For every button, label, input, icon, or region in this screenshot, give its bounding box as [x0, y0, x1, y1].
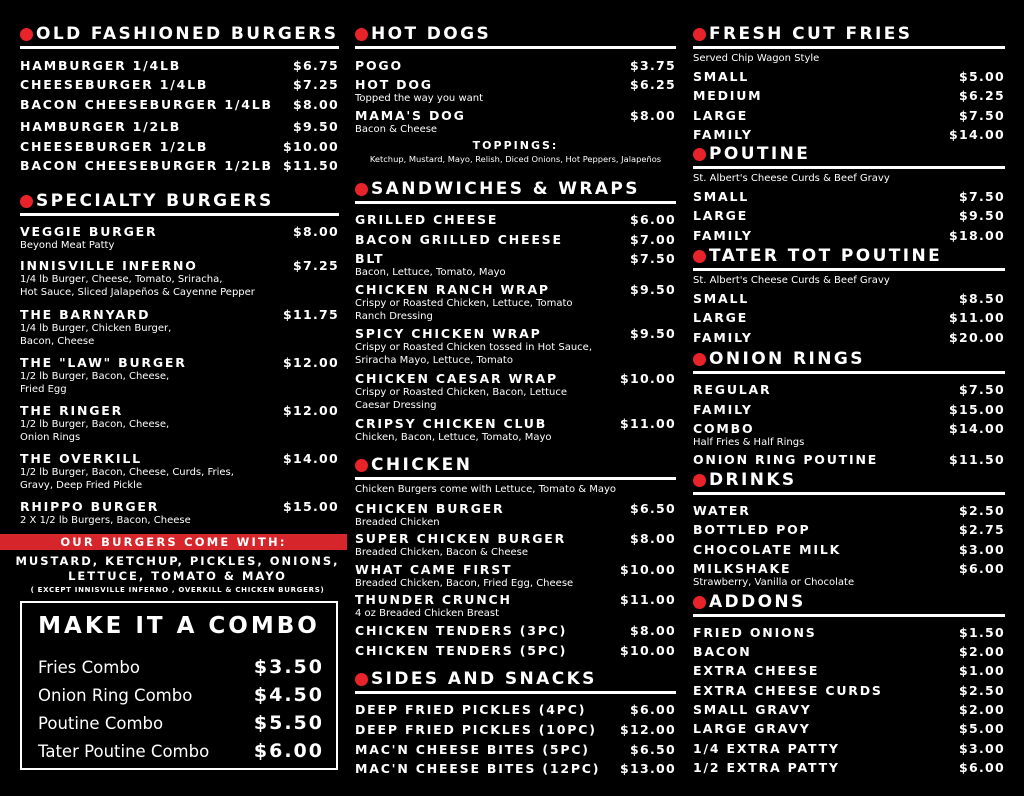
menu-item [355, 282, 676, 323]
menu-item [20, 355, 339, 396]
item-name: LARGE [693, 108, 749, 123]
menu-item [355, 251, 676, 279]
combo-box [20, 601, 338, 770]
burgers-come-with [0, 534, 347, 596]
item-name: CHICKEN TENDERS (5PC) [355, 643, 568, 658]
menu-item [693, 663, 1005, 678]
bullet-dot-icon [355, 459, 368, 472]
bullet-dot-icon [20, 195, 33, 208]
combo-name: Onion Ring Combo [38, 685, 193, 705]
item-description: Bacon & Cheese [355, 124, 438, 135]
item-price: $14.00 [948, 127, 1005, 142]
divider [693, 268, 1005, 271]
menu-item [693, 69, 1005, 84]
bullet-dot-icon [693, 353, 706, 366]
item-price: $8.00 [292, 224, 339, 239]
item-price: $15.00 [948, 402, 1005, 417]
menu-item [20, 451, 339, 492]
section-header [693, 245, 1005, 267]
toppings-list: Ketchup, Mustard, Mayo, Relish, Diced Onions, Hot Peppers, Jalapeños [369, 154, 662, 164]
section-title: SIDES AND SNACKS [371, 669, 597, 689]
item-price: $9.50 [629, 326, 676, 341]
item-price: $6.50 [629, 501, 676, 516]
item-price: $6.00 [629, 212, 676, 227]
item-description: Topped the way you want [355, 93, 484, 104]
item-name: BLT [355, 251, 385, 266]
menu-item [693, 189, 1005, 204]
bullet-dot-icon [693, 148, 706, 161]
item-description: 1/4 lb Burger, Chicken Burger, [20, 323, 172, 334]
item-name: BACON GRILLED CHEESE [355, 232, 563, 247]
section-header [693, 143, 1005, 165]
divider [355, 691, 676, 694]
item-price: $3.00 [958, 542, 1005, 557]
divider [20, 46, 339, 49]
section-title: ADDONS [709, 592, 806, 612]
item-price: $10.00 [282, 139, 339, 154]
item-description: Strawberry, Vanilla or Chocolate [693, 577, 855, 588]
burgers-come-with-banner: OUR BURGERS COME WITH: [0, 534, 347, 550]
item-name: CRIPSY CHICKEN CLUB [355, 416, 548, 431]
menu-item [693, 625, 1005, 640]
bullet-dot-icon [693, 250, 706, 263]
item-description: Beyond Meat Patty [20, 240, 115, 251]
section-header [355, 23, 676, 45]
section-onion-rings [693, 348, 1005, 477]
section-fresh-cut-fries [693, 23, 1005, 145]
menu-item [355, 742, 676, 757]
item-description: 2 X 1/2 lb Burgers, Bacon, Cheese [20, 515, 191, 526]
item-price: $7.25 [292, 258, 339, 273]
item-name: SMALL [693, 189, 750, 204]
menu-item [355, 592, 676, 620]
item-name: FRIED ONIONS [693, 625, 817, 640]
section-addons [693, 591, 1005, 785]
section-subtitle: Chicken Burgers come with Lettuce, Tomato & Mayo [355, 484, 617, 495]
section-hot-dogs [355, 23, 676, 182]
item-name: HOT DOG [355, 77, 433, 92]
item-price: $7.50 [629, 251, 676, 266]
item-name: 1/4 EXTRA PATTY [693, 741, 840, 756]
burgers-come-with-line: LETTUCE, TOMATO & MAYO [68, 569, 287, 583]
item-description: Sriracha Mayo, Lettuce, Tomato [355, 355, 513, 366]
item-name: FAMILY [693, 127, 753, 142]
item-description: Ranch Dressing [355, 311, 433, 322]
bullet-dot-icon [693, 596, 706, 609]
menu-item [355, 761, 676, 776]
item-name: POGO [355, 58, 403, 73]
item-price: $7.25 [292, 77, 339, 92]
item-description: Chicken, Bacon, Lettuce, Tomato, Mayo [355, 432, 552, 443]
combo-price: $3.50 [253, 656, 324, 678]
item-description: Half Fries & Half Rings [693, 437, 805, 448]
section-drinks [693, 469, 1005, 593]
item-price: $11.50 [948, 452, 1005, 467]
item-price: $20.00 [948, 330, 1005, 345]
item-price: $3.75 [629, 58, 676, 73]
section-specialty-burgers [20, 190, 339, 529]
item-name: CHEESEBURGER 1/4LB [20, 77, 209, 92]
section-header [693, 23, 1005, 45]
item-name: SUPER CHICKEN BURGER [355, 531, 567, 546]
item-name: LARGE [693, 208, 749, 223]
item-name: INNISVILLE INFERNO [20, 258, 198, 273]
item-name: THE OVERKILL [20, 451, 142, 466]
menu-item [693, 108, 1005, 123]
divider [355, 477, 676, 480]
item-name: MAC'N CHEESE BITES (12PC) [355, 761, 601, 776]
menu-item [355, 326, 676, 367]
menu-item [693, 644, 1005, 659]
item-description: Breaded Chicken [355, 517, 440, 528]
burgers-come-with-line: MUSTARD, KETCHUP, PICKLES, ONIONS, [15, 554, 340, 568]
section-subtitle: Served Chip Wagon Style [693, 53, 820, 64]
item-name: FAMILY [693, 228, 753, 243]
bullet-dot-icon [693, 474, 706, 487]
item-name: FAMILY [693, 330, 753, 345]
divider [355, 46, 676, 49]
item-description: Caesar Dressing [355, 400, 437, 411]
menu-item [355, 623, 676, 638]
menu-item [20, 119, 339, 134]
menu-item [693, 683, 1005, 698]
menu-item [693, 310, 1005, 325]
item-description: Onion Rings [20, 432, 81, 443]
menu-item [355, 232, 676, 247]
section-old-fashioned-burgers [20, 23, 339, 182]
item-name: THE RINGER [20, 403, 124, 418]
item-name: CHICKEN TENDERS (3PC) [355, 623, 568, 638]
item-price: $13.00 [619, 761, 676, 776]
section-header [20, 23, 339, 45]
item-description: Fried Egg [20, 384, 67, 395]
menu-item [693, 88, 1005, 103]
item-price: $9.50 [958, 208, 1005, 223]
toppings-label: TOPPINGS: [472, 139, 559, 152]
item-price: $3.00 [958, 741, 1005, 756]
item-name: REGULAR [693, 382, 772, 397]
item-name: WHAT CAME FIRST [355, 562, 513, 577]
combo-name: Fries Combo [38, 657, 140, 677]
item-name: BACON CHEESEBURGER 1/2LB [20, 158, 273, 173]
combo-item [38, 709, 324, 737]
item-price: $7.50 [958, 108, 1005, 123]
item-price: $2.00 [958, 702, 1005, 717]
menu-item [355, 562, 676, 590]
item-price: $15.00 [282, 499, 339, 514]
menu-item [693, 542, 1005, 557]
section-header [693, 469, 1005, 491]
bullet-dot-icon [355, 28, 368, 41]
item-price: $6.75 [292, 58, 339, 73]
item-price: $12.00 [619, 722, 676, 737]
item-name: CHEESEBURGER 1/2LB [20, 139, 209, 154]
item-name: DEEP FRIED PICKLES (10PC) [355, 722, 597, 737]
item-description: Bacon, Lettuce, Tomato, Mayo [355, 267, 506, 278]
item-name: EXTRA CHEESE [693, 663, 820, 678]
item-price: $10.00 [619, 643, 676, 658]
menu-item [355, 416, 676, 444]
divider [693, 492, 1005, 495]
section-header [693, 591, 1005, 613]
item-name: MAMA'S DOG [355, 108, 466, 123]
divider [20, 213, 339, 216]
menu-item [355, 722, 676, 737]
item-description: Crispy or Roasted Chicken tossed in Hot Sauce, [355, 342, 593, 353]
combo-name: Poutine Combo [38, 713, 164, 733]
item-name: BOTTLED POP [693, 522, 811, 537]
item-price: $2.50 [958, 683, 1005, 698]
item-price: $8.00 [629, 623, 676, 638]
menu-item [355, 531, 676, 559]
item-name: SPICY CHICKEN WRAP [355, 326, 542, 341]
item-name: MAC'N CHEESE BITES (5PC) [355, 742, 590, 757]
menu-item [20, 224, 339, 252]
menu-item [20, 158, 339, 173]
item-price: $8.50 [958, 291, 1005, 306]
item-name: DEEP FRIED PICKLES (4PC) [355, 702, 587, 717]
menu-item [355, 58, 676, 73]
item-description: Gravy, Deep Fried Pickle [20, 480, 143, 491]
combo-title: MAKE IT A COMBO [38, 613, 320, 639]
burgers-come-with-note: ( EXCEPT INNISVILLE INFERNO , OVERKILL & CHICKEN BURGERS) [30, 586, 325, 594]
item-name: COMBO [693, 421, 755, 436]
item-name: THUNDER CRUNCH [355, 592, 512, 607]
item-name: THE "LAW" BURGER [20, 355, 187, 370]
section-subtitle: St. Albert's Cheese Curds & Beef Gravy [693, 275, 890, 286]
menu-item [355, 643, 676, 658]
divider [355, 201, 676, 204]
item-price: $7.00 [629, 232, 676, 247]
item-name: BACON CHEESEBURGER 1/4LB [20, 97, 273, 112]
menu-item [20, 77, 339, 92]
item-name: VEGGIE BURGER [20, 224, 158, 239]
menu-item [20, 403, 339, 444]
bullet-dot-icon [693, 28, 706, 41]
section-title: SANDWICHES & WRAPS [371, 179, 640, 199]
menu-item [693, 503, 1005, 518]
item-price: $6.00 [958, 760, 1005, 775]
item-name: 1/2 EXTRA PATTY [693, 760, 840, 775]
item-description: 1/4 lb Burger, Cheese, Tomato, Sriracha, [20, 274, 223, 285]
section-poutine [693, 143, 1005, 247]
item-name: EXTRA CHEESE CURDS [693, 683, 883, 698]
divider [693, 166, 1005, 169]
section-tater-tot-poutine [693, 245, 1005, 349]
item-description: 1/2 lb Burger, Bacon, Cheese, Curds, Fries, [20, 467, 234, 478]
menu-item [693, 721, 1005, 736]
item-price: $10.00 [619, 562, 676, 577]
item-price: $18.00 [948, 228, 1005, 243]
item-name: THE BARNYARD [20, 307, 151, 322]
item-price: $5.00 [958, 69, 1005, 84]
menu-item [693, 741, 1005, 756]
section-title: POUTINE [709, 144, 811, 164]
section-header [20, 190, 339, 212]
section-title: ONION RINGS [709, 349, 865, 369]
item-name: GRILLED CHEESE [355, 212, 499, 227]
item-price: $14.00 [948, 421, 1005, 436]
item-price: $12.00 [282, 355, 339, 370]
item-price: $8.00 [292, 97, 339, 112]
combo-item [38, 737, 324, 765]
item-name: RHIPPO BURGER [20, 499, 160, 514]
menu-item [693, 228, 1005, 243]
menu-item [693, 421, 1005, 449]
divider [693, 614, 1005, 617]
item-price: $11.75 [282, 307, 339, 322]
item-price: $14.00 [282, 451, 339, 466]
menu-item [693, 452, 1005, 467]
section-header [355, 668, 676, 690]
menu-item [20, 499, 339, 527]
item-description: 1/2 lb Burger, Bacon, Cheese, [20, 371, 170, 382]
item-description: Crispy or Roasted Chicken, Lettuce, Tomato [355, 298, 573, 309]
section-header [693, 348, 1005, 370]
item-price: $9.50 [629, 282, 676, 297]
item-name: FAMILY [693, 402, 753, 417]
section-title: HOT DOGS [371, 24, 492, 44]
menu-item [355, 108, 676, 136]
item-price: $6.25 [629, 77, 676, 92]
item-description: Hot Sauce, Sliced Jalapeños & Cayenne Pepper [20, 287, 255, 298]
item-name: LARGE GRAVY [693, 721, 811, 736]
menu-item [693, 522, 1005, 537]
item-name: LARGE [693, 310, 749, 325]
item-price: $12.00 [282, 403, 339, 418]
item-description: 1/2 lb Burger, Bacon, Cheese, [20, 419, 170, 430]
combo-item [38, 653, 324, 681]
menu-item [355, 702, 676, 717]
section-title: OLD FASHIONED BURGERS [36, 24, 339, 44]
menu-item [693, 402, 1005, 417]
menu-item [355, 371, 676, 412]
bullet-dot-icon [20, 28, 33, 41]
item-price: $1.50 [958, 625, 1005, 640]
item-name: CHOCOLATE MILK [693, 542, 842, 557]
item-price: $7.50 [958, 382, 1005, 397]
section-subtitle: St. Albert's Cheese Curds & Beef Gravy [693, 173, 890, 184]
menu-item [20, 307, 339, 348]
menu-item [693, 760, 1005, 775]
menu-item [20, 97, 339, 112]
combo-item [38, 681, 324, 709]
item-price: $11.50 [282, 158, 339, 173]
item-name: CHICKEN RANCH WRAP [355, 282, 550, 297]
combo-name: Tater Poutine Combo [38, 741, 210, 761]
item-price: $10.00 [619, 371, 676, 386]
section-title: FRESH CUT FRIES [709, 24, 913, 44]
item-name: WATER [693, 503, 751, 518]
section-title: CHICKEN [371, 455, 473, 475]
menu-item [693, 127, 1005, 142]
item-description: Crispy or Roasted Chicken, Bacon, Lettuce [355, 387, 568, 398]
menu-item [693, 702, 1005, 717]
menu-item [20, 58, 339, 73]
section-header [355, 178, 676, 200]
item-price: $8.00 [629, 108, 676, 123]
item-price: $6.50 [629, 742, 676, 757]
item-price: $1.00 [958, 663, 1005, 678]
item-price: $11.00 [619, 416, 676, 431]
menu-item [355, 501, 676, 529]
menu-item [693, 382, 1005, 397]
menu-item [693, 291, 1005, 306]
section-title: DRINKS [709, 470, 797, 490]
menu-item [693, 561, 1005, 589]
divider [693, 371, 1005, 374]
menu-item [355, 77, 676, 105]
item-price: $5.00 [958, 721, 1005, 736]
item-description: 4 oz Breaded Chicken Breast [355, 608, 500, 619]
combo-price: $5.50 [253, 712, 324, 734]
item-name: SMALL [693, 291, 750, 306]
section-sides-snacks [355, 668, 676, 787]
item-name: CHICKEN BURGER [355, 501, 505, 516]
item-name: MEDIUM [693, 88, 763, 103]
bullet-dot-icon [355, 673, 368, 686]
item-description: Breaded Chicken, Bacon & Cheese [355, 547, 529, 558]
combo-price: $6.00 [253, 740, 324, 762]
section-title: TATER TOT POUTINE [709, 246, 943, 266]
divider [693, 46, 1005, 49]
item-price: $7.50 [958, 189, 1005, 204]
item-price: $2.00 [958, 644, 1005, 659]
section-chicken [355, 454, 676, 681]
menu-item [20, 258, 339, 299]
item-price: $6.00 [958, 561, 1005, 576]
item-name: ONION RING POUTINE [693, 452, 879, 467]
item-description: Breaded Chicken, Bacon, Fried Egg, Cheese [355, 578, 574, 589]
item-price: $2.50 [958, 503, 1005, 518]
item-description: Bacon, Cheese [20, 336, 95, 347]
menu-item [20, 139, 339, 154]
bullet-dot-icon [355, 183, 368, 196]
item-price: $11.00 [948, 310, 1005, 325]
item-name: CHICKEN CAESAR WRAP [355, 371, 558, 386]
item-price: $6.00 [629, 702, 676, 717]
item-price: $8.00 [629, 531, 676, 546]
item-name: HAMBURGER 1/2LB [20, 119, 182, 134]
menu-item [693, 330, 1005, 345]
item-name: HAMBURGER 1/4LB [20, 58, 182, 73]
item-name: BACON [693, 644, 752, 659]
section-title: SPECIALTY BURGERS [36, 191, 274, 211]
item-price: $2.75 [958, 522, 1005, 537]
item-name: MILKSHAKE [693, 561, 792, 576]
item-name: SMALL GRAVY [693, 702, 812, 717]
item-price: $9.50 [292, 119, 339, 134]
section-header [355, 454, 676, 476]
menu-item [355, 212, 676, 227]
item-name: SMALL [693, 69, 750, 84]
combo-price: $4.50 [253, 684, 324, 706]
menu-item [693, 208, 1005, 223]
item-price: $6.25 [958, 88, 1005, 103]
item-price: $11.00 [619, 592, 676, 607]
section-sandwiches-wraps [355, 178, 676, 462]
